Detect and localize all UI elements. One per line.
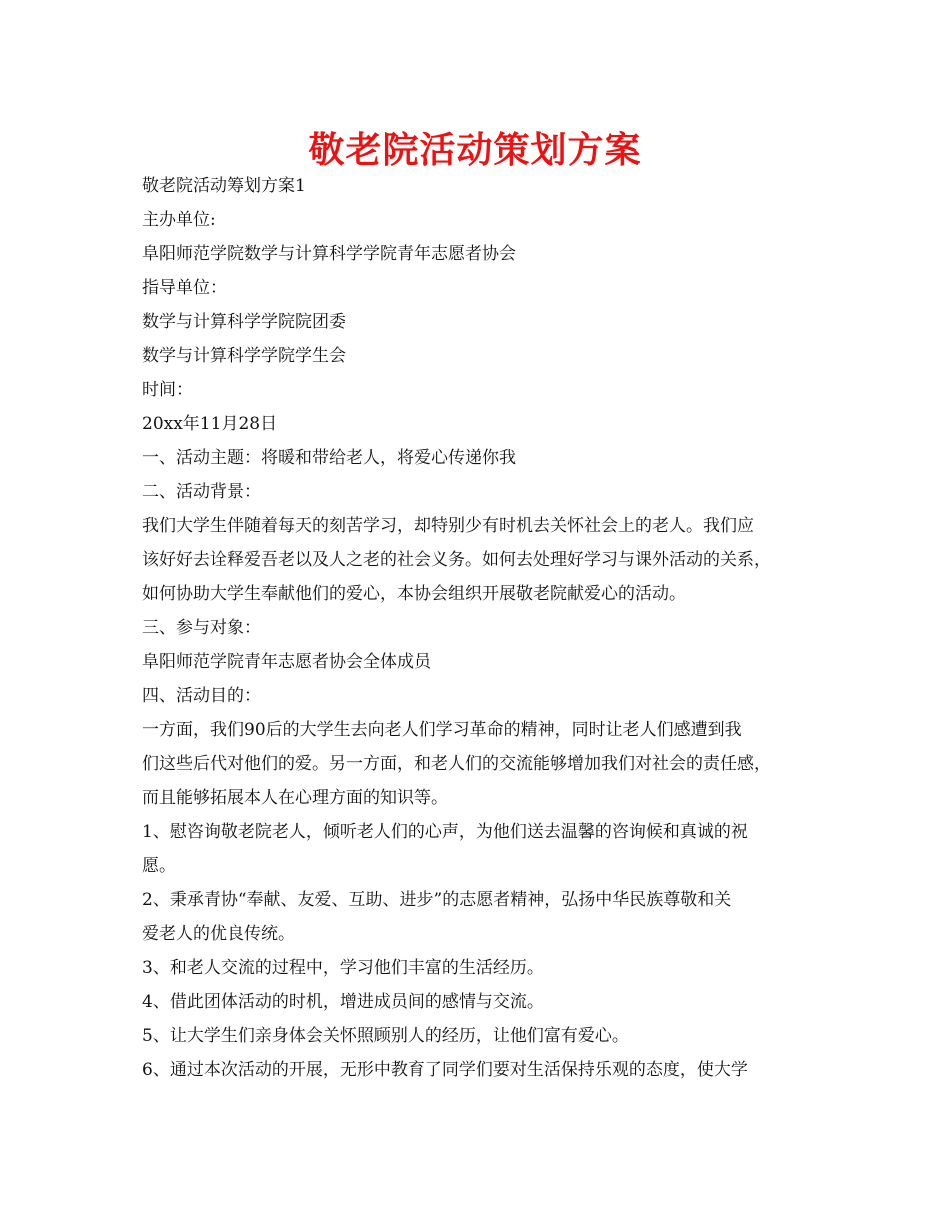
body-line: 主办单位: (142, 210, 216, 230)
body-line: 5、让大学生们亲身体会关怀照顾别人的经历，让他们富有爱心。 (142, 1026, 629, 1046)
body-line: 6、通过本次活动的开展，无形中教育了同学们要对生活保持乐观的态度，使大学 (142, 1060, 748, 1080)
body-line: 指导单位： (142, 278, 227, 298)
document-title: 敬老院活动策划方案 (308, 130, 642, 171)
body-line: 时间： (142, 380, 193, 400)
body-line: 四、活动目的： (142, 686, 261, 706)
body-line: 愿。 (142, 856, 176, 876)
body-line: 该好好去诠释爱吾老以及人之老的社会义务。如何去处理好学习与课外活动的关系， (142, 550, 771, 570)
body-line: 们这些后代对他们的爱。另一方面，和老人们的交流能够增加我们对社会的责任感， (142, 754, 771, 774)
body-line: 如何协助大学生奉献他们的爱心，本协会组织开展敬老院献爱心的活动。 (142, 584, 686, 604)
body-line: 一、活动主题：将暖和带给老人，将爱心传递你我 (142, 448, 516, 468)
body-line: 阜阳师范学院青年志愿者协会全体成员 (142, 652, 431, 672)
body-line: 我们大学生伴随着每天的刻苦学习，却特别少有时机去关怀社会上的老人。我们应 (142, 516, 754, 536)
body-line: 二、活动背景： (142, 482, 261, 502)
body-line: 20xx年11月28日 (142, 414, 278, 434)
body-line: 爱老人的优良传统。 (142, 924, 295, 944)
body-line: 三、参与对象： (142, 618, 261, 638)
body-line: 数学与计算科学学院学生会 (142, 346, 346, 366)
body-line: 而且能够拓展本人在心理方面的知识等。 (142, 788, 448, 808)
body-line: 3、和老人交流的过程中，学习他们丰富的生活经历。 (142, 958, 544, 978)
body-line: 敬老院活动筹划方案1 (142, 176, 306, 196)
body-line: 阜阳师范学院数学与计算科学学院青年志愿者协会 (142, 244, 516, 264)
body-line: 2、秉承青协“奉献、友爱、互助、进步”的志愿者精神，弘扬中华民族尊敬和关 (142, 890, 732, 910)
body-line: 一方面，我们90后的大学生去向老人们学习革命的精神，同时让老人们感遭到我 (142, 720, 742, 740)
document-body (142, 169, 822, 1087)
body-line: 4、借此团体活动的时机，增进成员间的感情与交流。 (142, 992, 544, 1012)
body-line: 1、慰咨询敬老院老人，倾听老人们的心声，为他们送去温馨的咨询候和真诚的祝 (142, 822, 748, 842)
body-line: 数学与计算科学学院院团委 (142, 312, 346, 332)
